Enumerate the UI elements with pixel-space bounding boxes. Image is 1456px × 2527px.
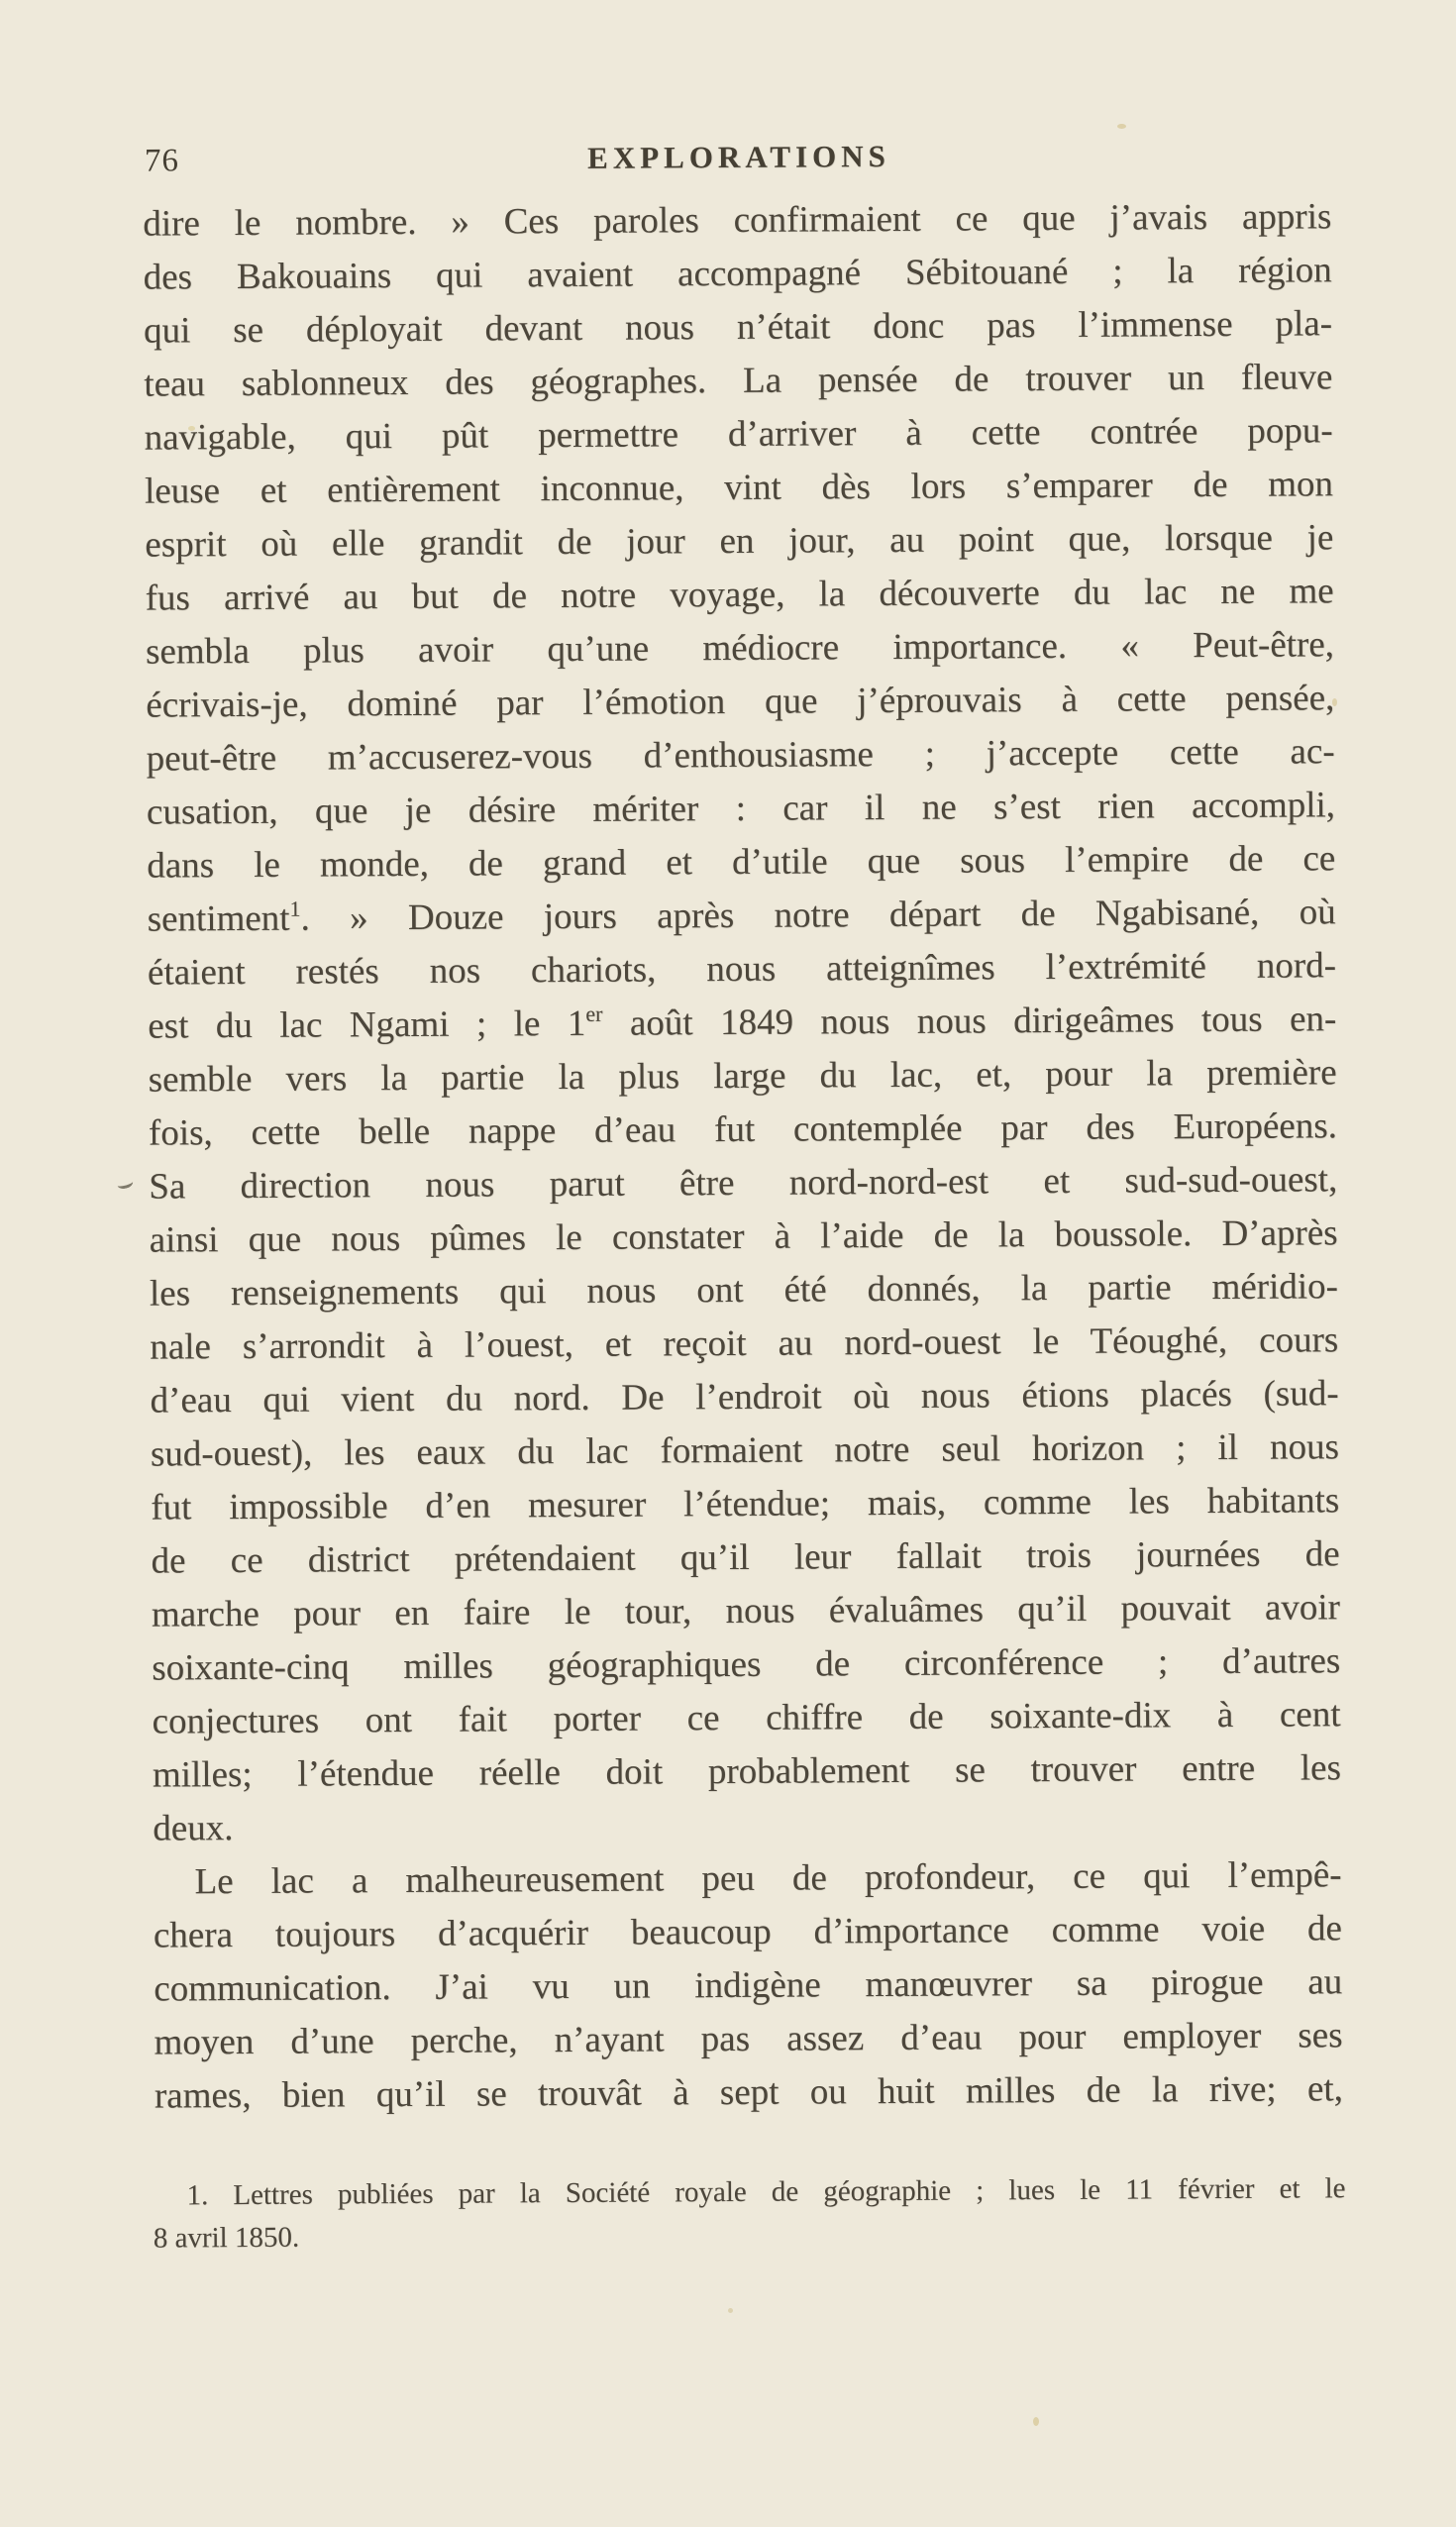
text-line: qui se déployait devant nous n’était donc pas l’immense pla- bbox=[143, 303, 1333, 352]
text-line: fus arrivé au but de notre voyage, la découverte du lac ne me bbox=[145, 571, 1334, 619]
paper-stain bbox=[1332, 698, 1337, 706]
text-line: fois, cette belle nappe d’eau fut contemplée par des Européens. bbox=[148, 1106, 1338, 1154]
text-line: leuse et entièrement inconnue, vint dès lors s’emparer de mon bbox=[144, 464, 1334, 512]
text-line: les renseignements qui nous ont été donnés, la partie méridio- bbox=[149, 1266, 1339, 1315]
text-line: Le lac a malheureusement peu de profondeur, ce qui l’empê- bbox=[194, 1854, 1342, 1903]
paper-stain bbox=[1117, 124, 1126, 129]
text-line: soixante-cinq milles géographiques de circonférence ; d’autres bbox=[152, 1640, 1341, 1689]
text-line: semble vers la partie la plus large du lac, et, pour la première bbox=[148, 1052, 1337, 1101]
text-line: milles; l’étendue réelle doit probablement se trouver entre les bbox=[152, 1747, 1342, 1796]
text-line: dans le monde, de grand et d’utile que sous l’empire de ce bbox=[147, 838, 1336, 887]
footnote bbox=[153, 2167, 1346, 2260]
text-line: cusation, que je désire mériter : car il ne s’est rien accompli, bbox=[146, 785, 1336, 833]
text-line: moyen d’une perche, n’ayant pas assez d’eau pour employer ses bbox=[154, 2015, 1343, 2063]
paper-stain bbox=[728, 2308, 733, 2313]
footnote-line: 1. Lettres publiées par la Société royale de géographie ; lues le 11 février et le bbox=[186, 2172, 1346, 2212]
text-line: peut-être m’accuserez-vous d’enthousiasme ; j’accepte cette ac- bbox=[146, 731, 1335, 780]
text-line: chera toujours d’acquérir beaucoup d’importance comme voie de bbox=[153, 1908, 1343, 1956]
text-line: conjectures ont fait porter ce chiffre de soixante-dix à cent bbox=[152, 1694, 1341, 1742]
text-line: de ce district prétendaient qu’il leur fallait trois journées de bbox=[151, 1533, 1340, 1582]
text-line: sentiment$^1$. » Douze jours après notre départ de Ngabisané, où bbox=[147, 892, 1336, 940]
text-line: sembla plus avoir qu’une médiocre importance. « Peut-être, bbox=[145, 624, 1335, 673]
text-line: navigable, qui pût permettre d’arriver à cette contrée popu- bbox=[144, 410, 1333, 459]
running-title: EXPLORATIONS bbox=[586, 138, 890, 175]
text-line: nale s’arrondit à l’ouest, et reçoit au nord-ouest le Téoughé, cours bbox=[150, 1319, 1339, 1368]
text-line: des Bakouains qui avaient accompagné Sébitouané ; la région bbox=[143, 250, 1332, 298]
body-text bbox=[143, 190, 1343, 2123]
text-line: rames, bien qu’il se trouvât à sept ou huit milles de la rive; et, bbox=[154, 2068, 1344, 2117]
text-line: marche pour en faire le tour, nous évaluâmes qu’il pouvait avoir bbox=[151, 1587, 1341, 1635]
text-line: sud-ouest), les eaux du lac formaient notre seul horizon ; il nous bbox=[150, 1426, 1340, 1475]
text-line: fut impossible d’en mesurer l’étendue; mais, comme les habitants bbox=[151, 1480, 1340, 1528]
paper-stain bbox=[1033, 2417, 1039, 2426]
text-line: communication. J’ai vu un indigène manœuvrer sa pirogue au bbox=[154, 1961, 1343, 2010]
text-line: d’eau qui vient du nord. De l’endroit où nous étions placés (sud- bbox=[150, 1373, 1339, 1421]
running-header bbox=[145, 131, 1333, 183]
text-line: est du lac Ngami ; le 1er août 1849 nous nous dirigeâmes tous en- bbox=[148, 999, 1337, 1047]
text-line: étaient restés nos chariots, nous atteignîmes l’extrémité nord- bbox=[147, 945, 1337, 994]
text-line: teau sablonneux des géographes. La pensée de trouver un fleuve bbox=[144, 357, 1333, 405]
footnote-line: 8 avril 1850. bbox=[153, 2221, 300, 2255]
paper-stain bbox=[188, 426, 195, 431]
text-line: dire le nombre. » Ces paroles confirmaient ce que j’avais appris bbox=[143, 196, 1332, 245]
page-number: 76 bbox=[144, 143, 180, 179]
text-line: écrivais-je, dominé par l’émotion que j’éprouvais à cette pensée, bbox=[146, 678, 1335, 726]
text-line: deux. bbox=[153, 1808, 234, 1849]
text-line: ainsi que nous pûmes le constater à l’aide de la boussole. D’après bbox=[149, 1212, 1338, 1261]
text-line: esprit où elle grandit de jour en jour, au point que, lorsque je bbox=[145, 517, 1334, 566]
text-line: Sa direction nous parut être nord-nord-est et sud-sud-ouest, bbox=[149, 1159, 1338, 1208]
margin-pencil-mark bbox=[116, 1177, 134, 1191]
